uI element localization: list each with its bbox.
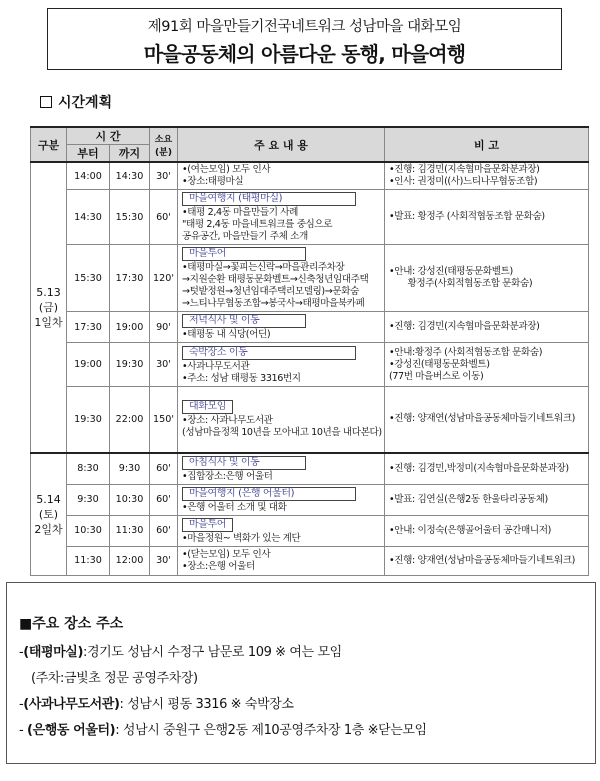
end-time: 19:30 bbox=[110, 343, 150, 387]
note-line: •진행: 양재연(성남마을공동체마들기네트워크) bbox=[389, 554, 575, 566]
end-time: 11:30 bbox=[110, 515, 150, 546]
note-line: 황정주(사회적협동조합 문화숨) bbox=[389, 278, 533, 289]
address-prefix: - bbox=[19, 723, 28, 738]
day-label-line: 1일차 bbox=[34, 315, 63, 329]
header-duration: 소요(분) bbox=[150, 127, 178, 162]
address-place: (사과나무도서관) bbox=[23, 697, 120, 712]
content-line: •사과나무도서관 bbox=[182, 360, 250, 372]
start-time: 17:30 bbox=[67, 312, 110, 343]
table-row bbox=[31, 546, 589, 575]
content-cell bbox=[178, 484, 385, 515]
start-time: 14:30 bbox=[67, 190, 110, 245]
day-label-line: (토) bbox=[38, 507, 59, 521]
content-line: →느티나무협동조합→봉국사→태평마을북카페 bbox=[182, 298, 365, 309]
duration: 60' bbox=[150, 515, 178, 546]
content-cell bbox=[178, 453, 385, 485]
start-time: 8:30 bbox=[67, 453, 110, 485]
content-cell bbox=[178, 515, 385, 546]
duration: 30' bbox=[150, 546, 178, 575]
content-line: •은행 어울터 소개 및 대화 bbox=[182, 501, 287, 513]
table-row bbox=[31, 453, 589, 485]
section-title: 시간계획 bbox=[58, 95, 113, 111]
header-start: 부터 bbox=[67, 145, 110, 163]
content-line: •장소: 사과나무도서관 bbox=[182, 415, 273, 427]
content-cell bbox=[178, 190, 385, 245]
address-text: : 성남시 평동 3316 ※ 숙박장소 bbox=[119, 697, 294, 712]
address-heading: ■주요 장소 주소 bbox=[19, 616, 124, 632]
note-cell bbox=[385, 515, 589, 546]
end-time: 17:30 bbox=[110, 245, 150, 312]
content-cell bbox=[178, 343, 385, 387]
address-box bbox=[6, 582, 596, 764]
content-cell bbox=[178, 312, 385, 343]
note-cell bbox=[385, 190, 589, 245]
table-row bbox=[31, 484, 589, 515]
content-line: (성남마을정책 10년을 모아내고 10년을 내다본다) bbox=[182, 427, 382, 439]
content-line: →지원순환 태평동문화벨트→신축청년임대주택 bbox=[182, 274, 369, 285]
end-time: 15:30 bbox=[110, 190, 150, 245]
content-line: •태평마실→꽃피는신락→마을관리주차장 bbox=[182, 262, 345, 273]
note-cell bbox=[385, 245, 589, 312]
event-title: 마을공동체의 아름다운 동행, 마을여행 bbox=[143, 42, 466, 66]
end-time: 14:30 bbox=[110, 162, 150, 190]
start-time: 14:00 bbox=[67, 162, 110, 190]
checkbox-square-icon bbox=[40, 96, 52, 108]
content-line: •태평동 내 식당(어딘) bbox=[182, 329, 271, 340]
start-time: 15:30 bbox=[67, 245, 110, 312]
duration: 60' bbox=[150, 484, 178, 515]
content-line: 공유공간, 마을만들기 주체 소개 bbox=[182, 231, 308, 242]
end-time: 10:30 bbox=[110, 484, 150, 515]
end-time: 19:00 bbox=[110, 312, 150, 343]
note-line: •안내:황정주 (사회적협동조합 문화숨) bbox=[389, 346, 543, 358]
content-line: •(여는모임) 모두 인사 bbox=[182, 164, 271, 175]
start-time: 11:30 bbox=[67, 546, 110, 575]
duration: 60' bbox=[150, 453, 178, 485]
content-line: •(닫는모임) 모두 인사 bbox=[182, 548, 271, 560]
note-line: •안내: 이정숙(은행골어울터 공간매니저) bbox=[389, 524, 551, 536]
activity-label: 대화모임 bbox=[182, 400, 233, 414]
activity-label: 마을투어 bbox=[182, 518, 233, 532]
note-cell bbox=[385, 387, 589, 453]
note-line: •진행: 김경민,박정미(지속협마을문화분과장) bbox=[389, 462, 569, 474]
day-label bbox=[31, 453, 67, 576]
table-row bbox=[31, 312, 589, 343]
duration: 30' bbox=[150, 343, 178, 387]
note-line: •진행: 김경민(지속협마을문화분과장) bbox=[389, 321, 540, 332]
note-line: •진행: 김경민(지속협마을문화분과장) bbox=[389, 164, 540, 175]
table-row bbox=[31, 343, 589, 387]
schedule-table bbox=[30, 126, 589, 576]
content-line: •장소:은행 어울터 bbox=[182, 560, 255, 572]
table-row bbox=[31, 190, 589, 245]
note-line: •안내: 강성진(태평동문화벨트) bbox=[389, 266, 513, 277]
start-time: 10:30 bbox=[67, 515, 110, 546]
activity-label: 아침식사 및 이동 bbox=[182, 456, 306, 470]
end-time: 9:30 bbox=[110, 453, 150, 485]
duration: 30' bbox=[150, 162, 178, 190]
activity-label: 마을투어 bbox=[182, 247, 306, 261]
address-row bbox=[31, 667, 198, 686]
note-line: •강성진(태평동문화벨트) bbox=[389, 358, 490, 370]
content-line: →텃밭정원→청년임대주택리모델링)→문화숨 bbox=[182, 286, 360, 297]
start-time: 19:30 bbox=[67, 387, 110, 453]
content-line: •집합장소:은행 어울터 bbox=[182, 470, 273, 482]
note-cell bbox=[385, 453, 589, 485]
content-cell bbox=[178, 245, 385, 312]
end-time: 22:00 bbox=[110, 387, 150, 453]
content-cell bbox=[178, 546, 385, 575]
note-cell bbox=[385, 312, 589, 343]
activity-label: 숙박장소 이동 bbox=[182, 346, 356, 360]
day-label-line: 5.14 bbox=[36, 492, 61, 506]
address-prefix: - bbox=[19, 645, 24, 660]
duration: 60' bbox=[150, 190, 178, 245]
content-cell bbox=[178, 387, 385, 453]
duration: 150' bbox=[150, 387, 178, 453]
start-time: 9:30 bbox=[67, 484, 110, 515]
content-line: "태평 2,4동 마을네트워크를 중심으로 bbox=[182, 219, 333, 230]
address-text: : 성남시 중원구 은행2동 제10공영주차장 1층 ※닫는모임 bbox=[115, 723, 427, 738]
address-text: (주차:금빛초 정문 공영주차장) bbox=[31, 671, 198, 686]
note-cell bbox=[385, 546, 589, 575]
activity-label: 마을여행지 (은행 어울터) bbox=[182, 487, 356, 501]
note-cell bbox=[385, 162, 589, 190]
content-line: •장소:태평마실 bbox=[182, 176, 244, 187]
note-cell bbox=[385, 343, 589, 387]
note-line: •발표: 김연실(은행2동 한울타리공동체) bbox=[389, 493, 548, 505]
content-cell bbox=[178, 162, 385, 190]
activity-label: 저녁식사 및 이동 bbox=[182, 314, 306, 328]
day-label-line: (금) bbox=[38, 300, 59, 314]
end-time: 12:00 bbox=[110, 546, 150, 575]
address-place: (태평마실) bbox=[23, 645, 84, 660]
title-box bbox=[47, 8, 562, 70]
address-prefix: - bbox=[19, 697, 24, 712]
note-line: (77번 마을버스로 이동) bbox=[389, 370, 484, 382]
address-text: :경기도 성남시 수정구 남문로 109 ※ 여는 모임 bbox=[83, 645, 342, 660]
day-label bbox=[31, 162, 67, 453]
header-time: 시 간 bbox=[67, 127, 150, 145]
section-heading bbox=[40, 92, 112, 112]
header-end: 까지 bbox=[110, 145, 150, 163]
content-line: •주소: 성남 태평동 3316번지 bbox=[182, 372, 301, 384]
start-time: 19:00 bbox=[67, 343, 110, 387]
note-line: •인사: 권정미((사)느티나무협동조합) bbox=[389, 176, 538, 187]
header-category: 구분 bbox=[31, 127, 67, 162]
address-row bbox=[19, 641, 342, 660]
duration: 120' bbox=[150, 245, 178, 312]
table-row bbox=[31, 162, 589, 190]
table-row bbox=[31, 245, 589, 312]
table-row bbox=[31, 387, 589, 453]
note-line: •발표: 황정주 (사회적협동조합 문화숨) bbox=[389, 211, 545, 222]
address-place: (은행동 어울터) bbox=[27, 723, 116, 738]
header-note: 비 고 bbox=[385, 127, 589, 162]
note-cell bbox=[385, 484, 589, 515]
day-label-line: 2일차 bbox=[34, 522, 63, 536]
event-subtitle: 제91회 마을만들기전국네트워크 성남마을 대화모임 bbox=[147, 19, 462, 35]
address-row bbox=[19, 719, 427, 738]
table-row bbox=[31, 515, 589, 546]
activity-label: 마을여행지 (태평마실) bbox=[182, 192, 356, 206]
duration: 90' bbox=[150, 312, 178, 343]
address-row bbox=[19, 693, 294, 712]
day-label-line: 5.13 bbox=[36, 285, 61, 299]
content-line: •마을정원~ 벽화가 있는 계단 bbox=[182, 532, 301, 544]
note-line: •진행: 양재연(성남마을공동체마들기네트워크) bbox=[389, 413, 575, 425]
header-content: 주 요 내 용 bbox=[178, 127, 385, 162]
content-line: •태평 2,4동 마을만들기 사례 bbox=[182, 207, 298, 218]
